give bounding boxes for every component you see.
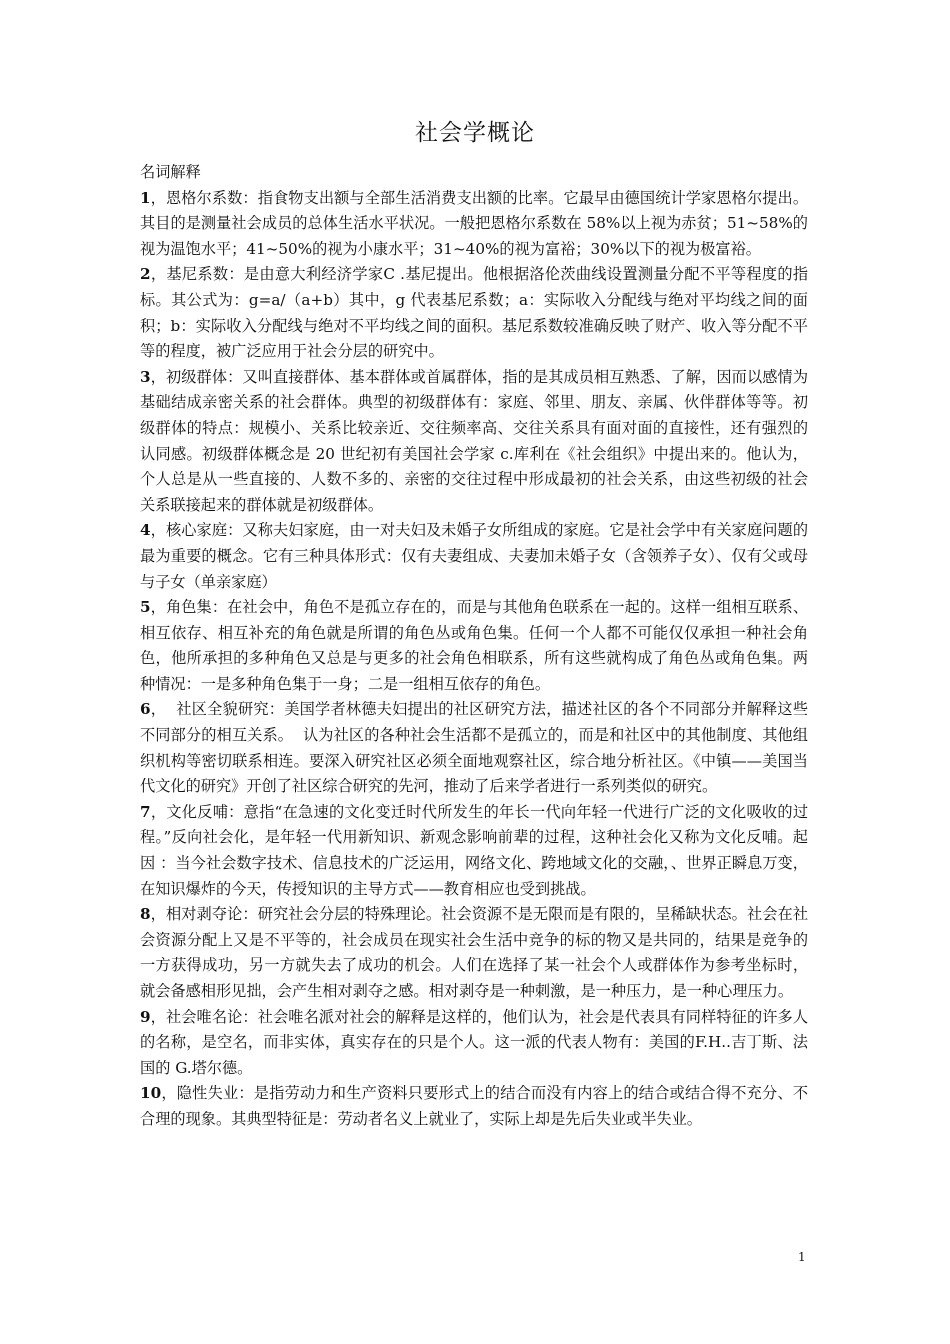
- entry-number: 9: [140, 1007, 151, 1026]
- entry-5: [140, 595, 808, 697]
- entry-separator: ，: [150, 265, 167, 284]
- entry-number: 5: [140, 598, 151, 617]
- entry-separator: ，: [150, 700, 167, 719]
- entry-6: [140, 697, 808, 799]
- entry-number: 3: [140, 367, 151, 386]
- entry-text: 社会唯名论：社会唯名派对社会的解释是这样的，他们认为，社会是代表具有同样特征的许多人的名称，是空名，而非实体，真实存在的只是个人。这一派的代表人物有：美国的F.H..吉丁斯、法国的 G.塔尔德。: [140, 1007, 809, 1077]
- entry-separator: ，: [150, 367, 166, 386]
- page-title: 社会学概论: [415, 120, 535, 146]
- entry-text: 相对剥夺论：研究社会分层的特殊理论。社会资源不是无限而是有限的，呈稀缺状态。社会在社会资源分配上又是不平等的，社会成员在现实社会生活中竞争的标的物又是共同的，结果是竞争的一方获得成功，另一方就失去了成功的机会。人们在选择了某一社会个人或群体作为参考坐标时，就会备感相形见拙，会产生相对剥夺之感。相对剥夺是一种刺激，是一种压力，是一种心理压力。: [140, 905, 809, 1000]
- entry-1: [140, 186, 808, 263]
- entry-separator: ，: [150, 188, 166, 207]
- entry-text: 社区全貌研究：美国学者林德夫妇提出的社区研究方法，描述社区的各个不同部分并解释这些不同部分的相互关系。 认为社区的各种社会生活都不是孤立的，而是和社区中的其他制度、其他组织机构等密切联系相连。要深入研究社区必须全面地观察社区，综合地分析社区。《中镇——美国当代文化的研究》开创了社区综合研究的先河，推动了后来学者进行一系列类似的研究。: [140, 700, 809, 796]
- section-heading: 名词解释: [140, 163, 201, 181]
- entry-number: 2: [140, 265, 151, 284]
- entry-text: 基尼系数：是由意大利经济学家C .基尼提出。他根据洛伦茨曲线设置测量分配不平等程度的指标。其公式为：g=a/（a+b）其中，g 代表基尼系数；a：实际收入分配线与绝对平均线之间的面积；b：实际收入分配线与绝对不平均线之间的面积。基尼系数较准确反映了财产、收入等分配不平等的程度，被广泛应用于社会分层的研究中。: [140, 265, 809, 361]
- entry-text: 文化反哺：意指“在急速的文化变迁时代所发生的年长一代向年轻一代进行广泛的文化吸收的过程。”反向社会化，是年轻一代用新知识、新观念影响前辈的过程，这种社会化又称为文化反哺。起因 ：当今社会数字技术、信息技术的广泛运用，网络文化、跨地域文化的交融，、世界正瞬息万变，在知识爆炸的今天，传授知识的主导方式——教育相应也受到挑战。: [140, 802, 809, 898]
- entry-7: [140, 800, 808, 902]
- entry-separator: ，: [150, 1007, 166, 1026]
- entry-text: 核心家庭：又称夫妇家庭，由一对夫妇及未婚子女所组成的家庭。它是社会学中有关家庭问题的最为重要的概念。它有三种具体形式：仅有夫妻组成、夫妻加未婚子女（含领养子女）、仅有父或母与子女（单亲家庭）: [140, 521, 809, 591]
- document-body: [140, 160, 808, 1133]
- entry-9: [140, 1005, 808, 1082]
- entry-2: [140, 262, 808, 364]
- entry-number: 10: [140, 1084, 162, 1103]
- entry-3: [140, 365, 808, 519]
- entry-10: [140, 1081, 808, 1132]
- entry-number: 1: [140, 188, 151, 207]
- entry-separator: ，: [161, 1084, 177, 1103]
- entry-text: 隐性失业：是指劳动力和生产资料只要形式上的结合而没有内容上的结合或结合得不充分、不合理的现象。其典型特征是：劳动者名义上就业了，实际上却是先后失业或半失业。: [140, 1084, 809, 1128]
- entry-number: 6: [140, 700, 151, 719]
- entry-8: [140, 902, 808, 1004]
- entry-4: [140, 518, 808, 595]
- entry-text: 恩格尔系数：指食物支出额与全部生活消费支出额的比率。它最早由德国统计学家恩格尔提出。其目的是测量社会成员的总体生活水平状况。一般把恩格尔系数在 58%以上视为赤贫；51~58%的视为温饱水平；41~50%的视为小康水平；31~40%的视为富裕；30%以下的视为极富裕。: [140, 188, 809, 258]
- entry-number: 7: [140, 802, 151, 821]
- entry-separator: ，: [150, 802, 167, 821]
- entry-separator: ，: [150, 521, 166, 540]
- entry-separator: ，: [150, 598, 166, 617]
- entry-number: 8: [140, 905, 151, 924]
- entry-text: 初级群体：又叫直接群体、基本群体或首属群体，指的是其成员相互熟悉、了解，因而以感情为基础结成亲密关系的社会群体。典型的初级群体有：家庭、邻里、朋友、亲属、伙伴群体等等。初级群体的特点：规模小、关系比较亲近、交往频率高、交往关系具有面对面的直接性，还有强烈的认同感。初级群体概念是 20 世纪初有美国社会学家 c.库利在《社会组织》中提出来的。他认为，个人总是从一些直接的、人数不多的、亲密的交往过程中形成最初的社会关系，由这些初级的社会关系联接起来的群体就是初级群体。: [140, 367, 809, 514]
- entry-number: 4: [140, 521, 151, 540]
- entry-separator: ，: [150, 905, 166, 924]
- page-number: 1: [798, 1250, 806, 1264]
- entry-text: 角色集：在社会中，角色不是孤立存在的，而是与其他角色联系在一起的。这样一组相互联系、相互依存、相互补充的角色就是所谓的角色丛或角色集。任何一个人都不可能仅仅承担一种社会角色，他所承担的多种角色又总是与更多的社会角色相联系，所有这些就构成了角色丛或角色集。两种情况：一是多种角色集于一身；二是一组相互依存的角色。: [140, 598, 809, 693]
